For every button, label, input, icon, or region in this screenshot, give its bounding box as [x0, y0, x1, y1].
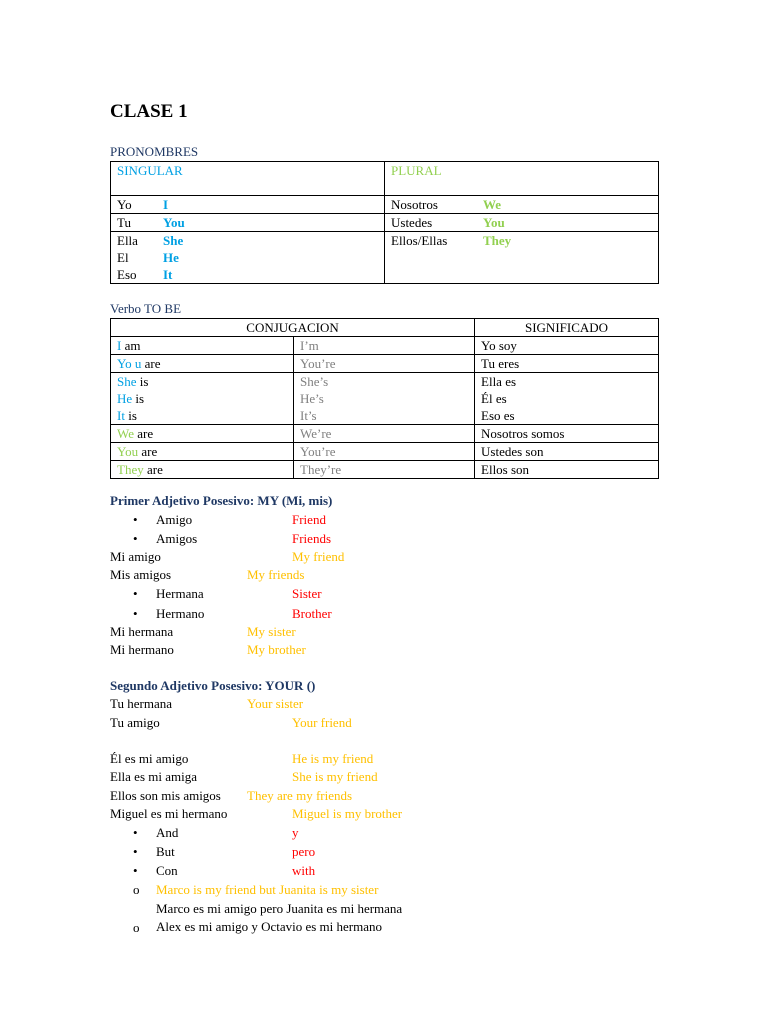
- vocab-en: with: [292, 863, 316, 878]
- contraction-cell: I’m: [294, 337, 475, 355]
- phrase-en: He is my friend: [292, 751, 374, 766]
- phrase-es: Mi hermana: [110, 624, 174, 639]
- contraction-cell: You’re: [294, 355, 475, 373]
- verb: is: [124, 408, 137, 423]
- phrase-es: Él es mi amigo: [110, 751, 189, 766]
- meaning-cell: Ustedes son: [475, 443, 659, 461]
- vocab-es: But: [156, 844, 175, 859]
- phrase-es: Ellos son mis amigos: [110, 788, 221, 803]
- phrase-en: My friend: [292, 549, 345, 564]
- significado-header: SIGNIFICADO: [475, 319, 659, 337]
- pronoun-es: Ellos/Ellas: [391, 233, 448, 248]
- verb: are: [141, 356, 161, 371]
- verb: are: [134, 426, 154, 441]
- pronoun-es: Tu: [117, 215, 131, 230]
- verb: are: [138, 444, 158, 459]
- phrase-es: Ella es mi amiga: [110, 769, 198, 784]
- pronoun-en: They: [483, 233, 512, 248]
- meaning: Eso es: [481, 408, 515, 423]
- contraction-cell: They’re: [294, 461, 475, 479]
- pronoun-cell: [111, 232, 385, 284]
- verb: is: [136, 374, 149, 389]
- phrase-es: Miguel es mi hermano: [110, 806, 228, 821]
- vocab-es: Amigos: [156, 531, 198, 546]
- my-heading: Primer Adjetivo Posesivo: MY (Mi, mis): [110, 493, 333, 508]
- vocab-en: pero: [292, 844, 316, 859]
- phrase-en: She is my friend: [292, 769, 378, 784]
- pronoun-en: You: [483, 215, 505, 230]
- vocab-es: Con: [156, 863, 178, 878]
- contraction: She’s: [300, 374, 329, 389]
- conjugation-cell: [111, 337, 294, 355]
- pronoun-cell: [385, 232, 659, 284]
- contraction-cell: We’re: [294, 425, 475, 443]
- bullet-icon: •: [133, 825, 138, 840]
- pronoun-en: You: [163, 215, 185, 230]
- pronoun-en: She: [163, 233, 184, 248]
- plural-header: PLURAL: [385, 162, 659, 196]
- meaning-cell: [475, 373, 659, 425]
- conjugation-cell: [111, 443, 294, 461]
- tobe-heading: Verbo TO BE: [110, 301, 182, 316]
- sub-bullet-icon: o: [133, 882, 140, 897]
- vocab-en: y: [292, 825, 299, 840]
- conjugation-cell: [111, 425, 294, 443]
- pronoun: She: [117, 374, 137, 389]
- pronoun-en: It: [163, 267, 173, 282]
- tobe-table: [110, 318, 659, 479]
- phrase-es: Mi amigo: [110, 549, 161, 564]
- pronoun: You: [117, 444, 139, 459]
- phrase-en: They are my friends: [247, 788, 353, 803]
- pronoun-es: Nosotros: [391, 197, 438, 212]
- verb: am: [121, 338, 141, 353]
- bullet-icon: •: [133, 606, 138, 621]
- meaning-cell: Yo soy: [475, 337, 659, 355]
- pronoun: Yo u: [117, 356, 142, 371]
- sub-bullet-icon: o: [133, 920, 140, 935]
- bullet-icon: •: [133, 586, 138, 601]
- contraction: It’s: [300, 408, 317, 423]
- phrase-en: Your sister: [247, 696, 304, 711]
- conjugation-cell: [111, 373, 294, 425]
- phrase-es: Mi hermano: [110, 642, 174, 657]
- pronoun-es: Eso: [117, 267, 137, 282]
- contraction-cell: [294, 373, 475, 425]
- bullet-icon: •: [133, 512, 138, 527]
- phrase-en: Your friend: [292, 715, 352, 730]
- verb: is: [132, 391, 145, 406]
- contraction: He’s: [300, 391, 324, 406]
- pronoun-en: We: [483, 197, 502, 212]
- pronoun: They: [117, 462, 144, 477]
- meaning-cell: Nosotros somos: [475, 425, 659, 443]
- vocab-en: Friends: [292, 531, 331, 546]
- vocab-es: And: [156, 825, 179, 840]
- vocab-en: Friend: [292, 512, 326, 527]
- bullet-icon: •: [133, 863, 138, 878]
- pronoun: He: [117, 391, 133, 406]
- contraction-cell: You’re: [294, 443, 475, 461]
- pronombres-table: [110, 161, 659, 284]
- meaning: Él es: [481, 391, 507, 406]
- pronoun-es: Ustedes: [391, 215, 433, 230]
- phrase-es: Tu hermana: [110, 696, 172, 711]
- phrase-es: Mis amigos: [110, 567, 172, 582]
- singular-header: SINGULAR: [111, 162, 385, 196]
- example-en: Marco is my friend but Juanita is my sister: [156, 882, 379, 897]
- meaning-cell: Ellos son: [475, 461, 659, 479]
- meaning-cell: Tu eres: [475, 355, 659, 373]
- page-title: CLASE 1: [110, 101, 188, 122]
- meaning: Ella es: [481, 374, 517, 389]
- pronoun-cell: [385, 196, 659, 214]
- pronoun-es: El: [117, 250, 129, 265]
- conjugacion-header: CONJUGACION: [111, 319, 475, 337]
- phrase-en: Miguel is my brother: [292, 806, 403, 821]
- pronoun: We: [117, 426, 134, 441]
- pronoun-cell: [111, 214, 385, 232]
- vocab-es: Hermana: [156, 586, 204, 601]
- bullet-icon: •: [133, 844, 138, 859]
- pronoun-es: Yo: [117, 197, 132, 212]
- phrase-es: Tu amigo: [110, 715, 160, 730]
- pronoun: I: [117, 338, 122, 353]
- example-es: Alex es mi amigo y Octavio es mi hermano: [156, 919, 383, 934]
- conjugation-cell: [111, 461, 294, 479]
- your-heading: Segundo Adjetivo Posesivo: YOUR (): [110, 678, 316, 693]
- pronoun-en: He: [163, 250, 179, 265]
- phrase-en: My friends: [247, 567, 305, 582]
- pronoun-cell: [111, 196, 385, 214]
- pronoun-es: Ella: [117, 233, 138, 248]
- bullet-icon: •: [133, 531, 138, 546]
- vocab-es: Hermano: [156, 606, 205, 621]
- vocab-es: Amigo: [156, 512, 193, 527]
- verb: are: [143, 462, 163, 477]
- vocab-en: Sister: [292, 586, 322, 601]
- vocab-en: Brother: [292, 606, 332, 621]
- pronoun-en: I: [163, 197, 169, 212]
- phrase-en: My brother: [247, 642, 306, 657]
- pronoun-cell: [385, 214, 659, 232]
- conjugation-cell: [111, 355, 294, 373]
- pronoun: It: [117, 408, 125, 423]
- phrase-en: My sister: [247, 624, 296, 639]
- example-es: Marco es mi amigo pero Juanita es mi hermana: [156, 901, 403, 916]
- pronombres-heading: PRONOMBRES: [110, 144, 199, 159]
